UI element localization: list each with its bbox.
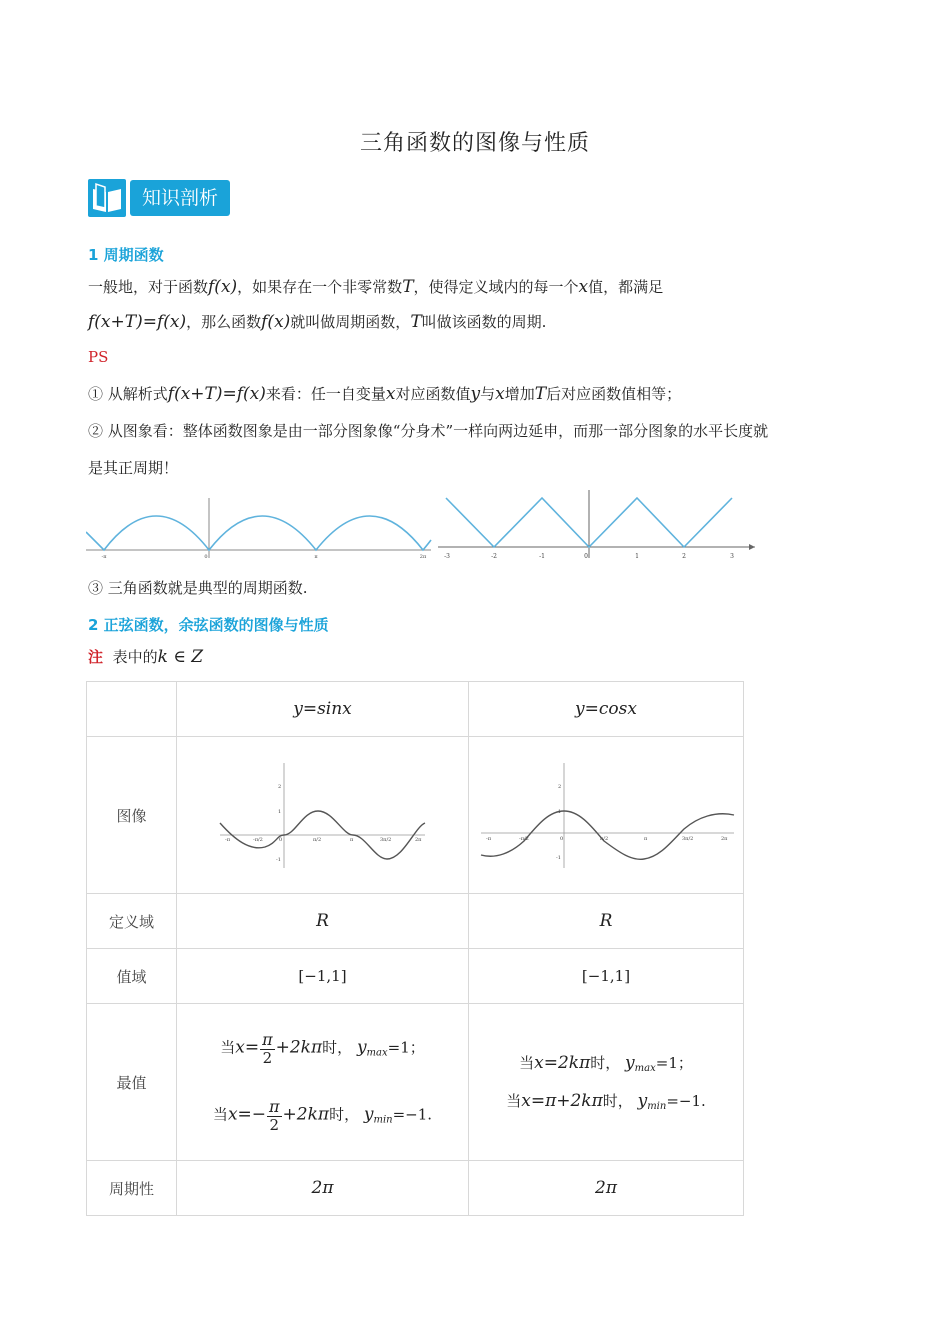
cos-graph bbox=[476, 753, 736, 873]
ps-label: PS bbox=[88, 348, 109, 366]
row-label-extreme: 最值 bbox=[87, 1004, 177, 1161]
sin-graph bbox=[215, 753, 430, 873]
tick-label: -π bbox=[225, 837, 230, 843]
range-sin: [−1,1] bbox=[298, 967, 347, 985]
tick-label: -π/2 bbox=[519, 836, 529, 842]
definition-line-1: 一般地，对于函数f(x)，如果存在一个非零常数T，使得定义域内的每一个x值，都满足 bbox=[88, 277, 664, 297]
table-row bbox=[87, 894, 744, 949]
tick-label: 0 bbox=[279, 837, 283, 843]
tick-label: -2 bbox=[491, 553, 497, 560]
tick-label: -π bbox=[101, 554, 107, 560]
table-row bbox=[87, 949, 744, 1004]
tick-label: 2 bbox=[558, 784, 562, 790]
tick-label: 1 bbox=[558, 809, 562, 815]
range-cos: [−1,1] bbox=[581, 967, 631, 985]
page-title: 三角函数的图像与性质 bbox=[359, 131, 590, 156]
tick-label: π bbox=[314, 554, 318, 560]
tick-label: 3π/2 bbox=[682, 836, 694, 842]
note-3: ③ 三角函数就是典型的周期函数. bbox=[88, 579, 308, 597]
tick-label: 1 bbox=[635, 553, 639, 560]
triangle-wave-graph bbox=[438, 490, 755, 560]
sin-min-formula: 当x=− $\frac{\pi}{2}$ +2kπ时， $y_{min}=-1$. bbox=[212, 1097, 433, 1134]
periodic-graphs bbox=[86, 490, 766, 570]
tick-label: 3 bbox=[730, 553, 734, 560]
domain-cos: R bbox=[599, 911, 613, 931]
tick-label: π bbox=[644, 836, 648, 842]
tick-label: -1 bbox=[556, 855, 561, 861]
period-cos: 2π bbox=[595, 1178, 617, 1198]
cos-min-formula: 当x=π+2kπ时， $y_{min}=-1$. bbox=[506, 1091, 706, 1112]
table-note: 注 表中的k ∈ Z bbox=[88, 647, 204, 667]
abs-sin-graph bbox=[86, 498, 431, 560]
tick-label: 0 bbox=[584, 553, 588, 560]
header-sin: y=sinx bbox=[293, 699, 352, 719]
badge-label: 知识剖析 bbox=[130, 180, 230, 216]
sin-max-formula: 当x= $\frac{\pi}{2}$ +2kπ时， $y_{max}=1$； bbox=[220, 1029, 425, 1067]
tick-label: 0 bbox=[204, 554, 208, 560]
section-badge bbox=[88, 179, 230, 217]
note-2-cont: 是其正周期！ bbox=[88, 459, 179, 477]
tick-label: -π bbox=[486, 836, 491, 842]
tick-label: 1 bbox=[278, 809, 282, 815]
section-heading-sin-cos: 2 正弦函数，余弦函数的图像与性质 bbox=[88, 616, 329, 634]
table-row bbox=[87, 682, 744, 737]
row-label-period: 周期性 bbox=[87, 1161, 177, 1216]
tick-label: 2π bbox=[721, 836, 728, 842]
table-row bbox=[87, 737, 744, 894]
row-label-domain: 定义域 bbox=[87, 894, 177, 949]
tick-label: -π/2 bbox=[253, 837, 263, 843]
table-row bbox=[87, 1161, 744, 1216]
tick-label: 2π bbox=[415, 837, 422, 843]
table-row bbox=[87, 1004, 744, 1161]
definition-line-2: f(x+T)=f(x)，那么函数f(x)就叫做周期函数，T叫做该函数的周期. bbox=[88, 312, 547, 332]
tick-label: 3π/2 bbox=[380, 837, 392, 843]
tick-label: -1 bbox=[539, 553, 545, 560]
row-label-image: 图像 bbox=[87, 737, 177, 894]
open-book-icon bbox=[88, 179, 126, 217]
tick-label: -1 bbox=[276, 857, 281, 863]
tick-label: 0 bbox=[560, 836, 564, 842]
tick-label: -3 bbox=[444, 553, 450, 560]
tick-label: π/2 bbox=[600, 836, 609, 842]
note-1: ① 从解析式f(x+T)=f(x)来看：任一自变量x对应函数值y与x增加T后对应函数值相等； bbox=[88, 384, 682, 404]
tick-label: π bbox=[350, 837, 354, 843]
tick-label: π/2 bbox=[313, 837, 322, 843]
cos-max-formula: 当x=2kπ时， $y_{max}=1$； bbox=[519, 1053, 693, 1074]
note-2: ② 从图象看：整体函数图象是由一部分图象像“分身术”一样向两边延申，而那一部分图象的水平长度就 bbox=[88, 422, 769, 440]
tick-label: 2 bbox=[278, 784, 282, 790]
tick-label: 2π bbox=[419, 554, 427, 560]
row-label-range: 值域 bbox=[87, 949, 177, 1004]
properties-table bbox=[86, 681, 744, 1216]
section-heading-periodic: 1 周期函数 bbox=[88, 246, 164, 264]
tick-label: 2 bbox=[682, 553, 686, 560]
period-sin: 2π bbox=[311, 1178, 334, 1198]
domain-sin: R bbox=[316, 911, 329, 931]
header-cos: y=cosx bbox=[575, 699, 637, 719]
